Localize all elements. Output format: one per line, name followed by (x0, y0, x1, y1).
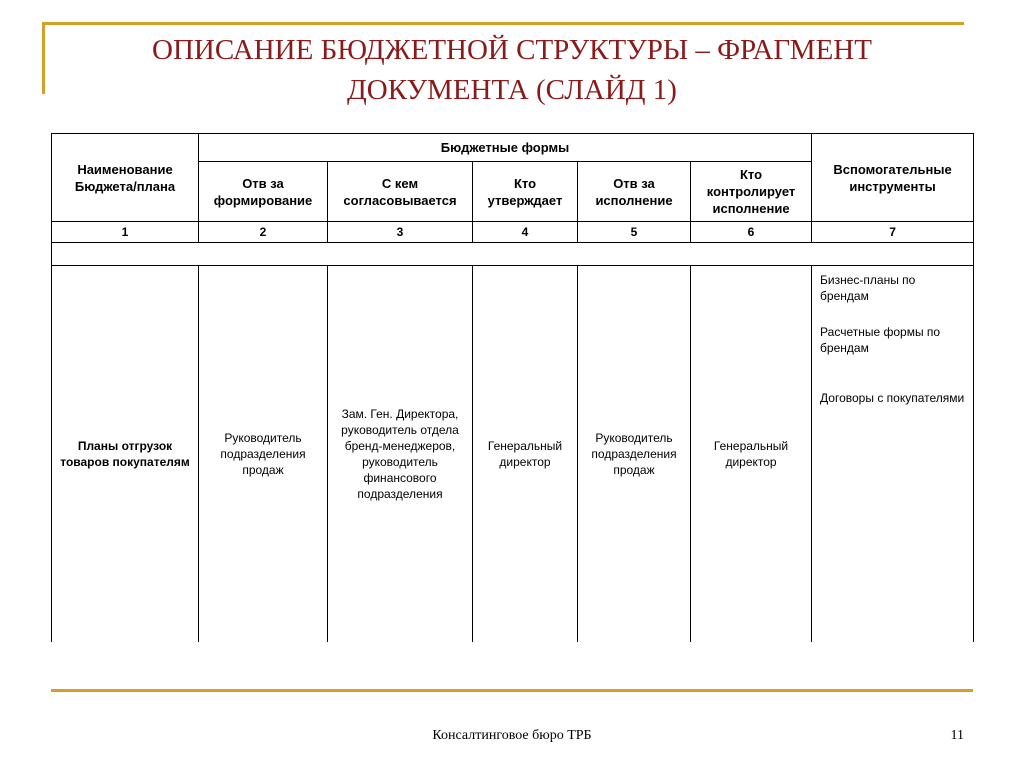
aux-item: Договоры с покупателями (820, 391, 965, 405)
table-row (52, 266, 974, 643)
footer-rule (51, 689, 973, 692)
budget-table-container (51, 133, 973, 642)
row-aux-tools (812, 266, 974, 643)
slide-title: ОПИСАНИЕ БЮДЖЕТНОЙ СТРУКТУРЫ – ФРАГМЕНТ ДОКУМЕНТА (СЛАЙД 1) (152, 34, 872, 106)
header-approves: Кто утверждает (473, 162, 578, 222)
row-controls-execution: Генеральный директор (691, 266, 812, 643)
frame-top-line (42, 22, 964, 25)
column-number: 3 (328, 222, 473, 243)
column-number: 5 (578, 222, 691, 243)
header-agreed-with: С кем согласовывается (328, 162, 473, 222)
aux-item: Расчетные формы по брендам (820, 325, 941, 355)
row-responsible-formation: Руководитель подразделения продаж (199, 266, 328, 643)
column-number: 1 (52, 222, 199, 243)
aux-item: Бизнес-планы по брендам (820, 273, 916, 303)
header-aux-tools: Вспомогательные инструменты (812, 134, 974, 222)
column-number: 6 (691, 222, 812, 243)
separator-cell (52, 243, 974, 266)
header-responsible-formation: Отв за формирование (199, 162, 328, 222)
separator-row (52, 243, 974, 266)
header-responsible-execution: Отв за исполнение (578, 162, 691, 222)
header-budget-name: Наименование Бюджета/плана (52, 134, 199, 222)
column-number-row (52, 222, 974, 243)
row-budget-name: Планы отгрузок товаров покупателям (52, 266, 199, 643)
column-number: 2 (199, 222, 328, 243)
frame-left-line (42, 22, 45, 94)
row-approves: Генеральный директор (473, 266, 578, 643)
column-number: 7 (812, 222, 974, 243)
row-agreed-with: Зам. Ген. Директора, руководитель отдела бренд-менеджеров, руководитель финансового подразделения (328, 266, 473, 643)
header-controls-execution: Кто контролирует исполнение (691, 162, 812, 222)
budget-table (51, 133, 974, 642)
footer-text: Консалтинговое бюро ТРБ (432, 728, 592, 743)
row-responsible-execution: Руководитель подразделения продаж (578, 266, 691, 643)
header-budget-forms: Бюджетные формы (199, 134, 812, 162)
page-number: 11 (950, 728, 964, 743)
column-number: 4 (473, 222, 578, 243)
